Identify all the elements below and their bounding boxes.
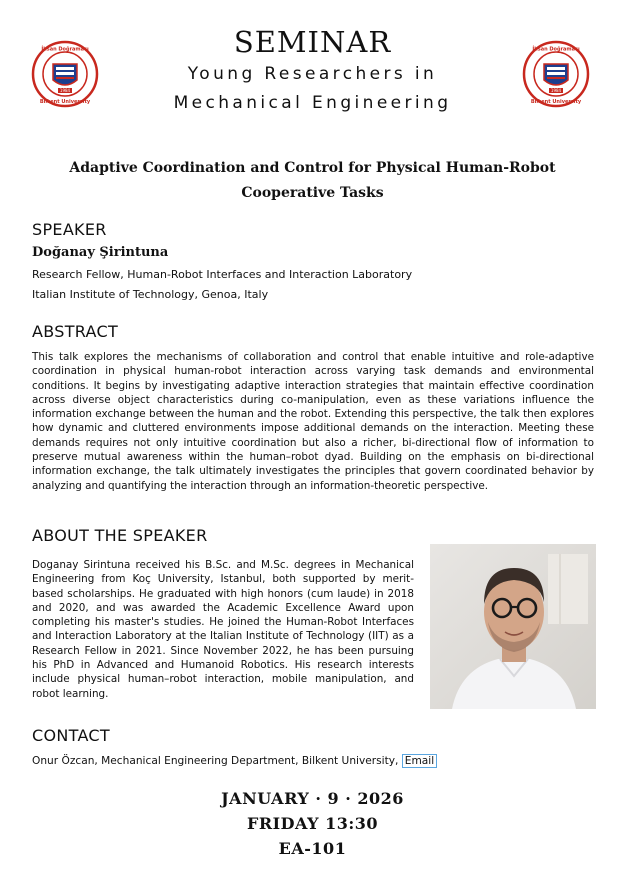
speaker-name: Doğanay Şirintuna (32, 245, 169, 260)
speaker-institution: Italian Institute of Technology, Genoa, Italy (32, 288, 269, 301)
seminar-title: SEMINAR (233, 25, 392, 59)
email-link[interactable]: Email (402, 754, 437, 768)
talk-title-line1: Adaptive Coordination and Control for Physical Human-Robot (69, 160, 556, 176)
talk-title (40, 156, 585, 206)
svg-text:İhsan Doğramacı: İhsan Doğramacı (532, 46, 580, 53)
event-room: EA-101 (278, 839, 347, 858)
svg-text:Bilkent University: Bilkent University (530, 99, 582, 105)
event-time: FRIDAY 13:30 (246, 814, 379, 833)
contact-text: Onur Özcan, Mechanical Engineering Department, Bilkent University, (32, 755, 399, 767)
svg-text:1984: 1984 (59, 88, 71, 93)
speaker-photo (430, 544, 596, 709)
speaker-position: Research Fellow, Human-Robot Interfaces and Interaction Laboratory (32, 268, 413, 281)
talk-title-line2: Cooperative Tasks (241, 185, 384, 201)
about-heading: ABOUT THE SPEAKER (32, 526, 208, 545)
event-details (0, 786, 625, 861)
svg-text:Bilkent University: Bilkent University (39, 99, 91, 105)
series-subtitle-line1: Young Researchers in (187, 64, 438, 84)
contact-heading: CONTACT (32, 726, 110, 745)
contact-line (32, 755, 437, 767)
abstract-text: This talk explores the mechanisms of collaboration and control that enable intuitive and role-adaptive coordination in physical human-robot interaction across varying task demands and environmental conditions. It begins by investigating adaptive interaction strategies that maintain effective coordination across diverse object characteristics during co-manipulation, even as these variations influence the information exchange between the human and the robot. Extending this perspective, the talk then explores how dynamic and cluttered environments impose additional demands on the interaction. Meeting these demands requires not only intuitive coordination but also a richer, bi-directional flow of information to preserve mutual awareness within the human–robot dyad. Building on the emphasis on bi-directional information exchange, the talk ultimately investigates the principles that govern coordinated behavior by analyzing and quantifying the interaction through an information-theoretic perspective. (32, 351, 594, 492)
speaker-heading: SPEAKER (32, 220, 107, 239)
event-date: JANUARY · 9 · 2026 (221, 789, 404, 808)
abstract-heading: ABSTRACT (32, 322, 119, 341)
svg-text:İhsan Doğramacı: İhsan Doğramacı (41, 46, 89, 53)
seminar-header (0, 24, 625, 118)
series-subtitle-line2: Mechanical Engineering (173, 93, 452, 113)
speaker-bio: Doganay Sirintuna received his B.Sc. and M.Sc. degrees in Mechanical Engineering from Koç University, Istanbul, both supported by merit-based scholarships. He graduated with high honors (cum laude) in 2018 and 2020, and was awarded the Academic Excellence Award upon completing his master's studies. He joined the Human-Robot Interfaces and Interaction Laboratory at the Italian Institute of Technology (IIT) as a Research Fellow in 2021. Since November 2022, he has been pursuing his PhD in Advanced and Humanoid Robotics. His research interests include physical human–robot interaction, mobile manipulation, and robot learning. (32, 559, 414, 700)
svg-text:1984: 1984 (550, 88, 562, 93)
